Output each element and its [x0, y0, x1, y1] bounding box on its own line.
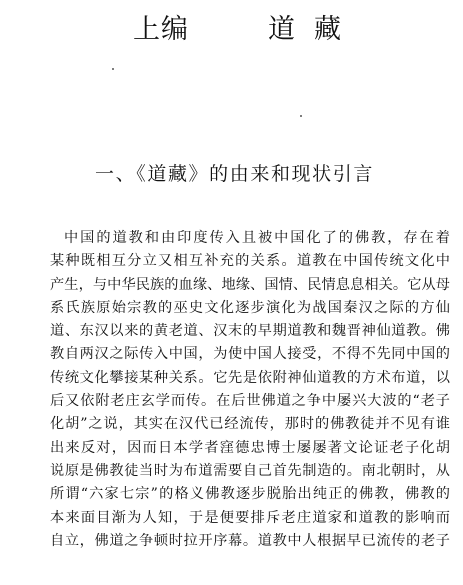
part-label: 上编 — [133, 14, 189, 45]
body-line: 化胡”之说，其实在汉代已经流传，那时的佛教徒并不见有谁 — [50, 416, 450, 433]
body-line: 自立，佛道之争顿时拉开序幕。道教中人根据早已流传的老子 — [50, 532, 450, 549]
part-title — [0, 12, 463, 52]
scan-speck — [300, 115, 302, 117]
body-line: 教自两汉之际传入中国，为使中国人接受，不得不先同中国的 — [50, 346, 450, 363]
body-line: 道、东汉以来的黄老道、汉末的早期道教和魏晋神仙道教。佛 — [50, 323, 450, 340]
body-line: 所谓“六家七宗”的格义佛教逐步脱胎出纯正的佛教，佛教的 — [50, 486, 450, 503]
body-line: 后又依附老庄玄学而传。在后世佛道之争中屡兴大波的“老子 — [50, 393, 450, 410]
body-line: 产生，与中华民族的血缘、地缘、国情、民情息息相关。它从母 — [50, 276, 450, 293]
body-line: 系氏族原始宗教的巫史文化逐步演化为战国秦汉之际的方仙 — [50, 299, 450, 316]
body-line: 说原是佛教徒当时为布道需要自己首先制造的。南北朝时，从 — [50, 462, 450, 479]
body-line: 本来面目渐为人知，于是便要排斥老庄道家和道教的影响而 — [50, 509, 450, 526]
scan-speck — [112, 68, 114, 70]
body-line: 中国的道教和由印度传入且被中国化了的佛教，存在着 — [64, 230, 450, 246]
body-line: 某种既相互分立又相互补充的关系。道教在中国传统文化中 — [50, 253, 450, 270]
part-name: 道藏 — [268, 14, 360, 45]
body-paragraph — [50, 227, 450, 553]
body-line: 传统文化攀接某种关系。它先是依附神仙道教的方术布道，以 — [50, 369, 450, 386]
section-heading: 一、《道藏》的由来和现状引言 — [95, 163, 374, 185]
body-line: 出来反对，因而日本学者窪德忠博士屡屡著文论证老子化胡 — [50, 439, 450, 456]
